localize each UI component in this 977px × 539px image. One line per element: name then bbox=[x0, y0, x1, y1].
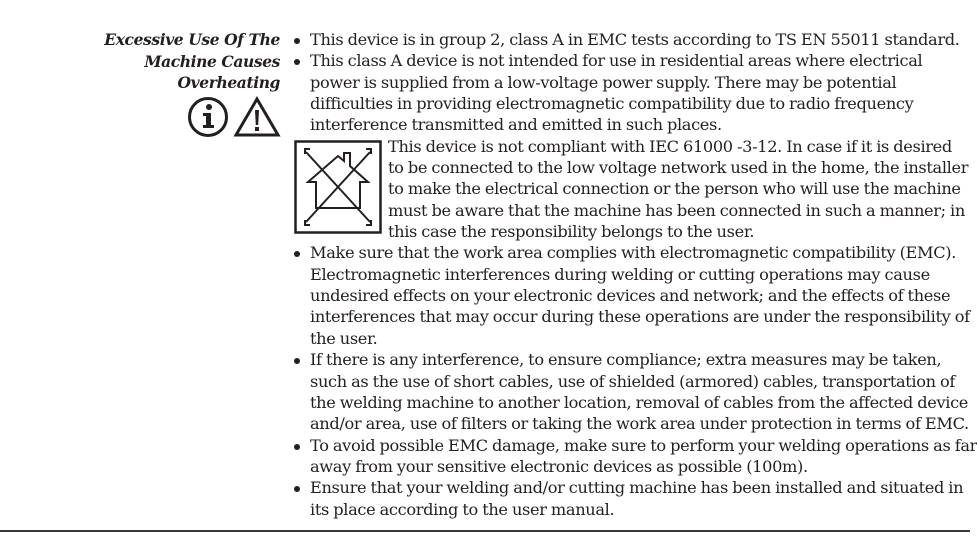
bullet-text: undesired effects on your electronic devices and network; and the effects of these bbox=[310, 286, 951, 306]
heading-line: Excessive Use Of The bbox=[104, 30, 280, 49]
note-text: to make the electrical connection or the person who will use the machine bbox=[388, 179, 961, 199]
bullet-text: and/or area, use of filters or taking the work area under protection in terms of EMC. bbox=[310, 414, 969, 434]
bullet-dot bbox=[294, 444, 300, 450]
note-text: to be connected to the low voltage network used in the home, the installer bbox=[388, 158, 969, 178]
bullet-dot bbox=[294, 38, 300, 44]
emc-content bbox=[292, 29, 976, 520]
bullet-text: interferences that may occur during these operations are under the responsibility of bbox=[310, 307, 970, 327]
bullet-text: Ensure that your welding and/or cutting machine has been installed and situated in bbox=[310, 478, 964, 498]
note-text: this case the responsibility belongs to the user. bbox=[388, 222, 755, 242]
bullet-item bbox=[292, 29, 976, 50]
bullet-text: This class A device is not intended for use in residential areas where electrical bbox=[310, 51, 923, 71]
page-footer-rule bbox=[0, 530, 970, 532]
bullet-dot bbox=[294, 358, 300, 364]
bullet-text: Electromagnetic interferences during welding or cutting operations may cause bbox=[310, 264, 930, 284]
bullet-text: To avoid possible EMC damage, make sure to perform your welding operations as far bbox=[310, 435, 977, 455]
bullet-text: Make sure that the work area complies with electromagnetic compatibility (EMC). bbox=[310, 243, 957, 263]
bullet-text: This device is in group 2, class A in EMC tests according to TS EN 55011 standard. bbox=[310, 30, 960, 49]
bullet-item bbox=[292, 50, 976, 135]
bullet-text: the user. bbox=[310, 328, 378, 348]
heading-line: Machine Causes bbox=[144, 51, 280, 71]
bullet-dot bbox=[294, 59, 300, 65]
note-text: This device is not compliant with IEC 61000 -3-12. In case if it is desired bbox=[388, 136, 952, 156]
bullet-item bbox=[292, 477, 976, 520]
bullet-dot bbox=[294, 251, 300, 257]
bullet-text: the welding machine to another location, removal of cables from the affected device bbox=[310, 392, 969, 412]
warning-triangle-icon bbox=[233, 96, 281, 138]
bullet-text: difficulties in providing electromagnetic compatibility due to radio frequency bbox=[310, 94, 914, 114]
heading-line: Overheating bbox=[177, 73, 280, 92]
info-icon bbox=[187, 96, 229, 138]
bullet-text: such as the use of short cables, use of shielded (armored) cables, transportation of bbox=[310, 371, 956, 391]
bullet-item bbox=[292, 349, 976, 434]
bullet-text: power is supplied from a low-voltage power supply. There may be potential bbox=[310, 72, 897, 92]
bullet-text: If there is any interference, to ensure compliance; extra measures may be taken, bbox=[310, 350, 942, 370]
note-text: must be aware that the machine has been connected in such a manner; in bbox=[388, 200, 965, 220]
section-heading bbox=[100, 29, 280, 94]
bullet-text: its place according to the user manual. bbox=[310, 499, 615, 519]
iec-compliance-note bbox=[292, 136, 976, 243]
bullet-dot bbox=[294, 486, 300, 492]
bullet-item bbox=[292, 435, 976, 478]
bullet-item bbox=[292, 242, 976, 349]
bullet-text: away from your sensitive electronic devices as possible (100m). bbox=[310, 456, 808, 476]
heading-icons bbox=[187, 96, 282, 138]
bullet-text: interference transmitted and emitted in such places. bbox=[310, 115, 722, 135]
